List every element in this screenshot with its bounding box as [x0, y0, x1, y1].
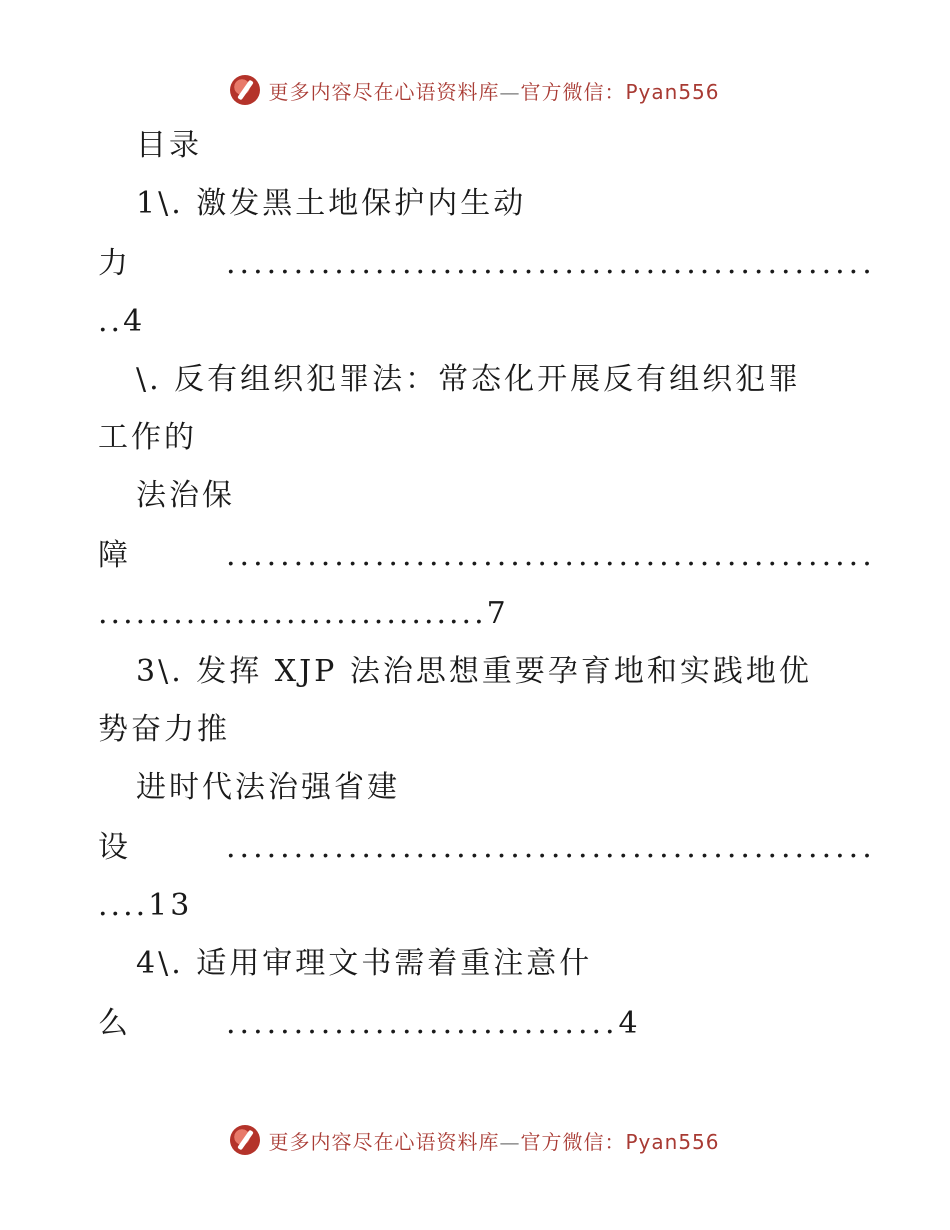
banner-text — [268, 76, 719, 105]
banner-wechat-label: 官方微信： — [520, 79, 626, 104]
toc-entry-2-line1: \. 反有组织犯罪法：常态化开展反有组织犯罪 — [136, 362, 802, 397]
banner-library-text: 更多内容尽在心语资料库 — [268, 79, 500, 104]
toc-entry-1-page: ..4 — [98, 304, 146, 339]
toc-entry-3-line3: 进时代法治强省建 — [136, 770, 400, 805]
toc-entry-4-line1: 4\. 适用审理文书需着重注意什 — [136, 946, 593, 981]
pen-logo-icon — [230, 1125, 260, 1155]
toc-entry-1-text-end: 力 — [98, 246, 131, 281]
toc-entry-2-page: ...............................7 — [98, 596, 509, 631]
toc-entry-2-line2: 工作的 — [98, 420, 197, 455]
toc-entry-4-line2 — [98, 1004, 848, 1044]
toc-entry-3-line4 — [98, 828, 876, 868]
toc-entry-3-text-end: 设 — [98, 830, 131, 865]
toc-entry-3-page: ....13 — [98, 888, 193, 923]
toc-entry-4-leader: .............................4 — [226, 1006, 642, 1041]
toc-entry-4-text-end: 么 — [98, 1006, 131, 1041]
toc-entry-3-leader: ................................................ — [226, 830, 876, 865]
header-banner — [0, 70, 950, 110]
banner-library-text: 更多内容尽在心语资料库 — [268, 1129, 500, 1154]
toc-entry-2-line4 — [98, 536, 876, 576]
toc-title: 目录 — [136, 128, 202, 163]
banner-separator: — — [499, 1129, 521, 1154]
banner-handle: Pyan556 — [625, 79, 720, 104]
banner-handle: Pyan556 — [625, 1129, 720, 1154]
toc-entry-2-leader: ................................................ — [226, 538, 876, 573]
pen-logo-icon — [230, 75, 260, 105]
banner-wechat-label: 官方微信： — [520, 1129, 626, 1154]
toc-entry-2-text-end: 障 — [98, 538, 131, 573]
toc-entry-3-line2: 势奋力推 — [98, 712, 230, 747]
banner-separator: — — [499, 79, 521, 104]
toc-entry-2-line3: 法治保 — [136, 478, 235, 513]
toc-entry-3-line1: 3\. 发挥 XJP 法治思想重要孕育地和实践地优 — [136, 654, 812, 689]
banner-text — [268, 1126, 719, 1155]
toc-entry-1-line2 — [98, 244, 876, 284]
footer-banner — [0, 1120, 950, 1160]
toc-entry-1-leader: ................................................ — [226, 246, 876, 281]
toc-entry-1-line1: 1\. 激发黑土地保护内生动 — [136, 186, 527, 221]
